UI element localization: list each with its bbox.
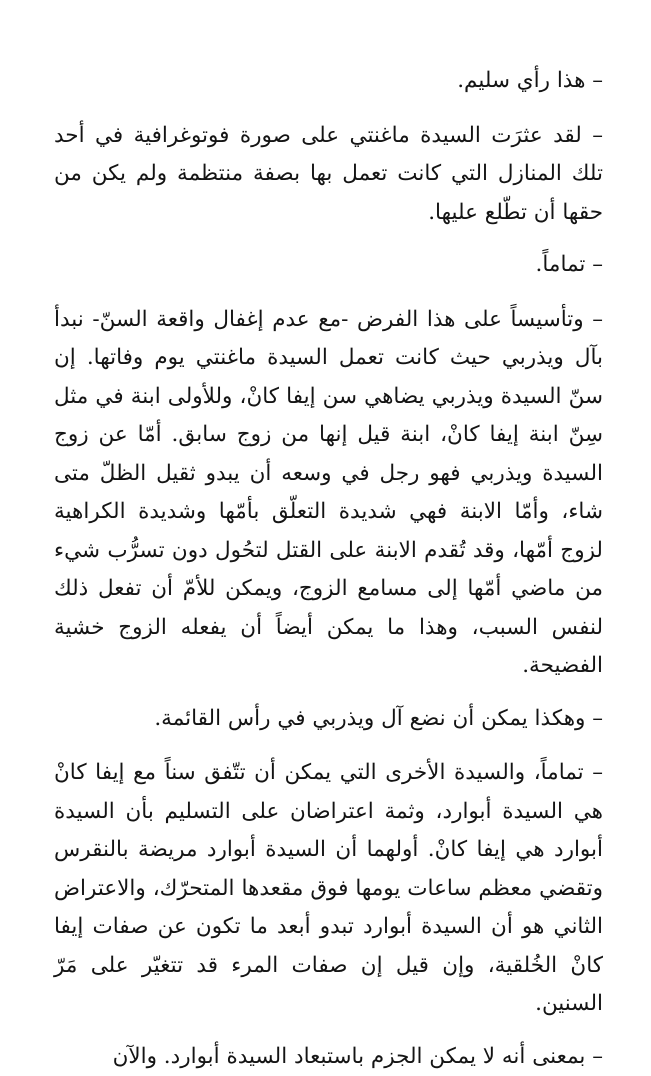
- dialogue-paragraph-3: – تماماً.: [54, 246, 603, 285]
- dialogue-paragraph-6: – تماماً، والسيدة الأخرى التي يمكن أن تتّفق سناً مع إيفا كانْ هي السيدة أبوارد، وثمة اعتراضان على التسليم بأن السيدة أبوارد هي إيفا كانْ. أولهما أن السيدة أبوارد مريضة بالنقرس وتقضي معظم ساعات يومها فوق مقعدها المتحرّك، والاعتراض الثاني هو أن السيدة أبوارد تبدو أبعد ما تكون عن صفات إيفا كانْ الخُلقية، وإن قيل إن صفات المرء قد تتغيّر على مَرّ السنين.: [54, 754, 603, 1024]
- dialogue-paragraph-4: – وتأسيساً على هذا الفرض -مع عدم إغفال واقعة السنّ- نبدأ بآل ويذربي حيث كانت تعمل السيدة ماغنتي يوم وفاتها. إن سنّ السيدة ويذربي يضاهي سن إيفا كانْ، وللأولى ابنة في مثل سِنّ ابنة إيفا كانْ، ابنة قيل إنها من زوج سابق. أمّا عن زوج السيدة ويذربي فهو رجل في وسعه أن يبدو ثقيل الظلّ متى شاء، وأمّا الابنة فهي شديدة التعلّق بأمّها وشديدة الكراهية لزوج أمّها، وقد تُقدم الابنة على القتل لتحُول دون تسرُّب شيء من ماضي أمّها إلى مسامع الزوج، ويمكن للأمّ أن تفعل ذلك لنفس السبب، وهذا ما يمكن أيضاً أن يفعله الزوج خشية الفضيحة.: [54, 301, 603, 686]
- dialogue-paragraph-1: – هذا رأي سليم.: [54, 62, 603, 101]
- dialogue-paragraph-2: – لقد عثرَت السيدة ماغنتي على صورة فوتوغرافية في أحد تلك المنازل التي كانت تعمل بها بصفة منتظمة ولم يكن من حقها أن تطّلع عليها.: [54, 117, 603, 233]
- dialogue-paragraph-7: – بمعنى أنه لا يمكن الجزم باستبعاد السيدة أبوارد. والآن: [54, 1038, 603, 1076]
- dialogue-paragraph-5: – وهكذا يمكن أن نضع آل ويذربي في رأس القائمة.: [54, 700, 603, 739]
